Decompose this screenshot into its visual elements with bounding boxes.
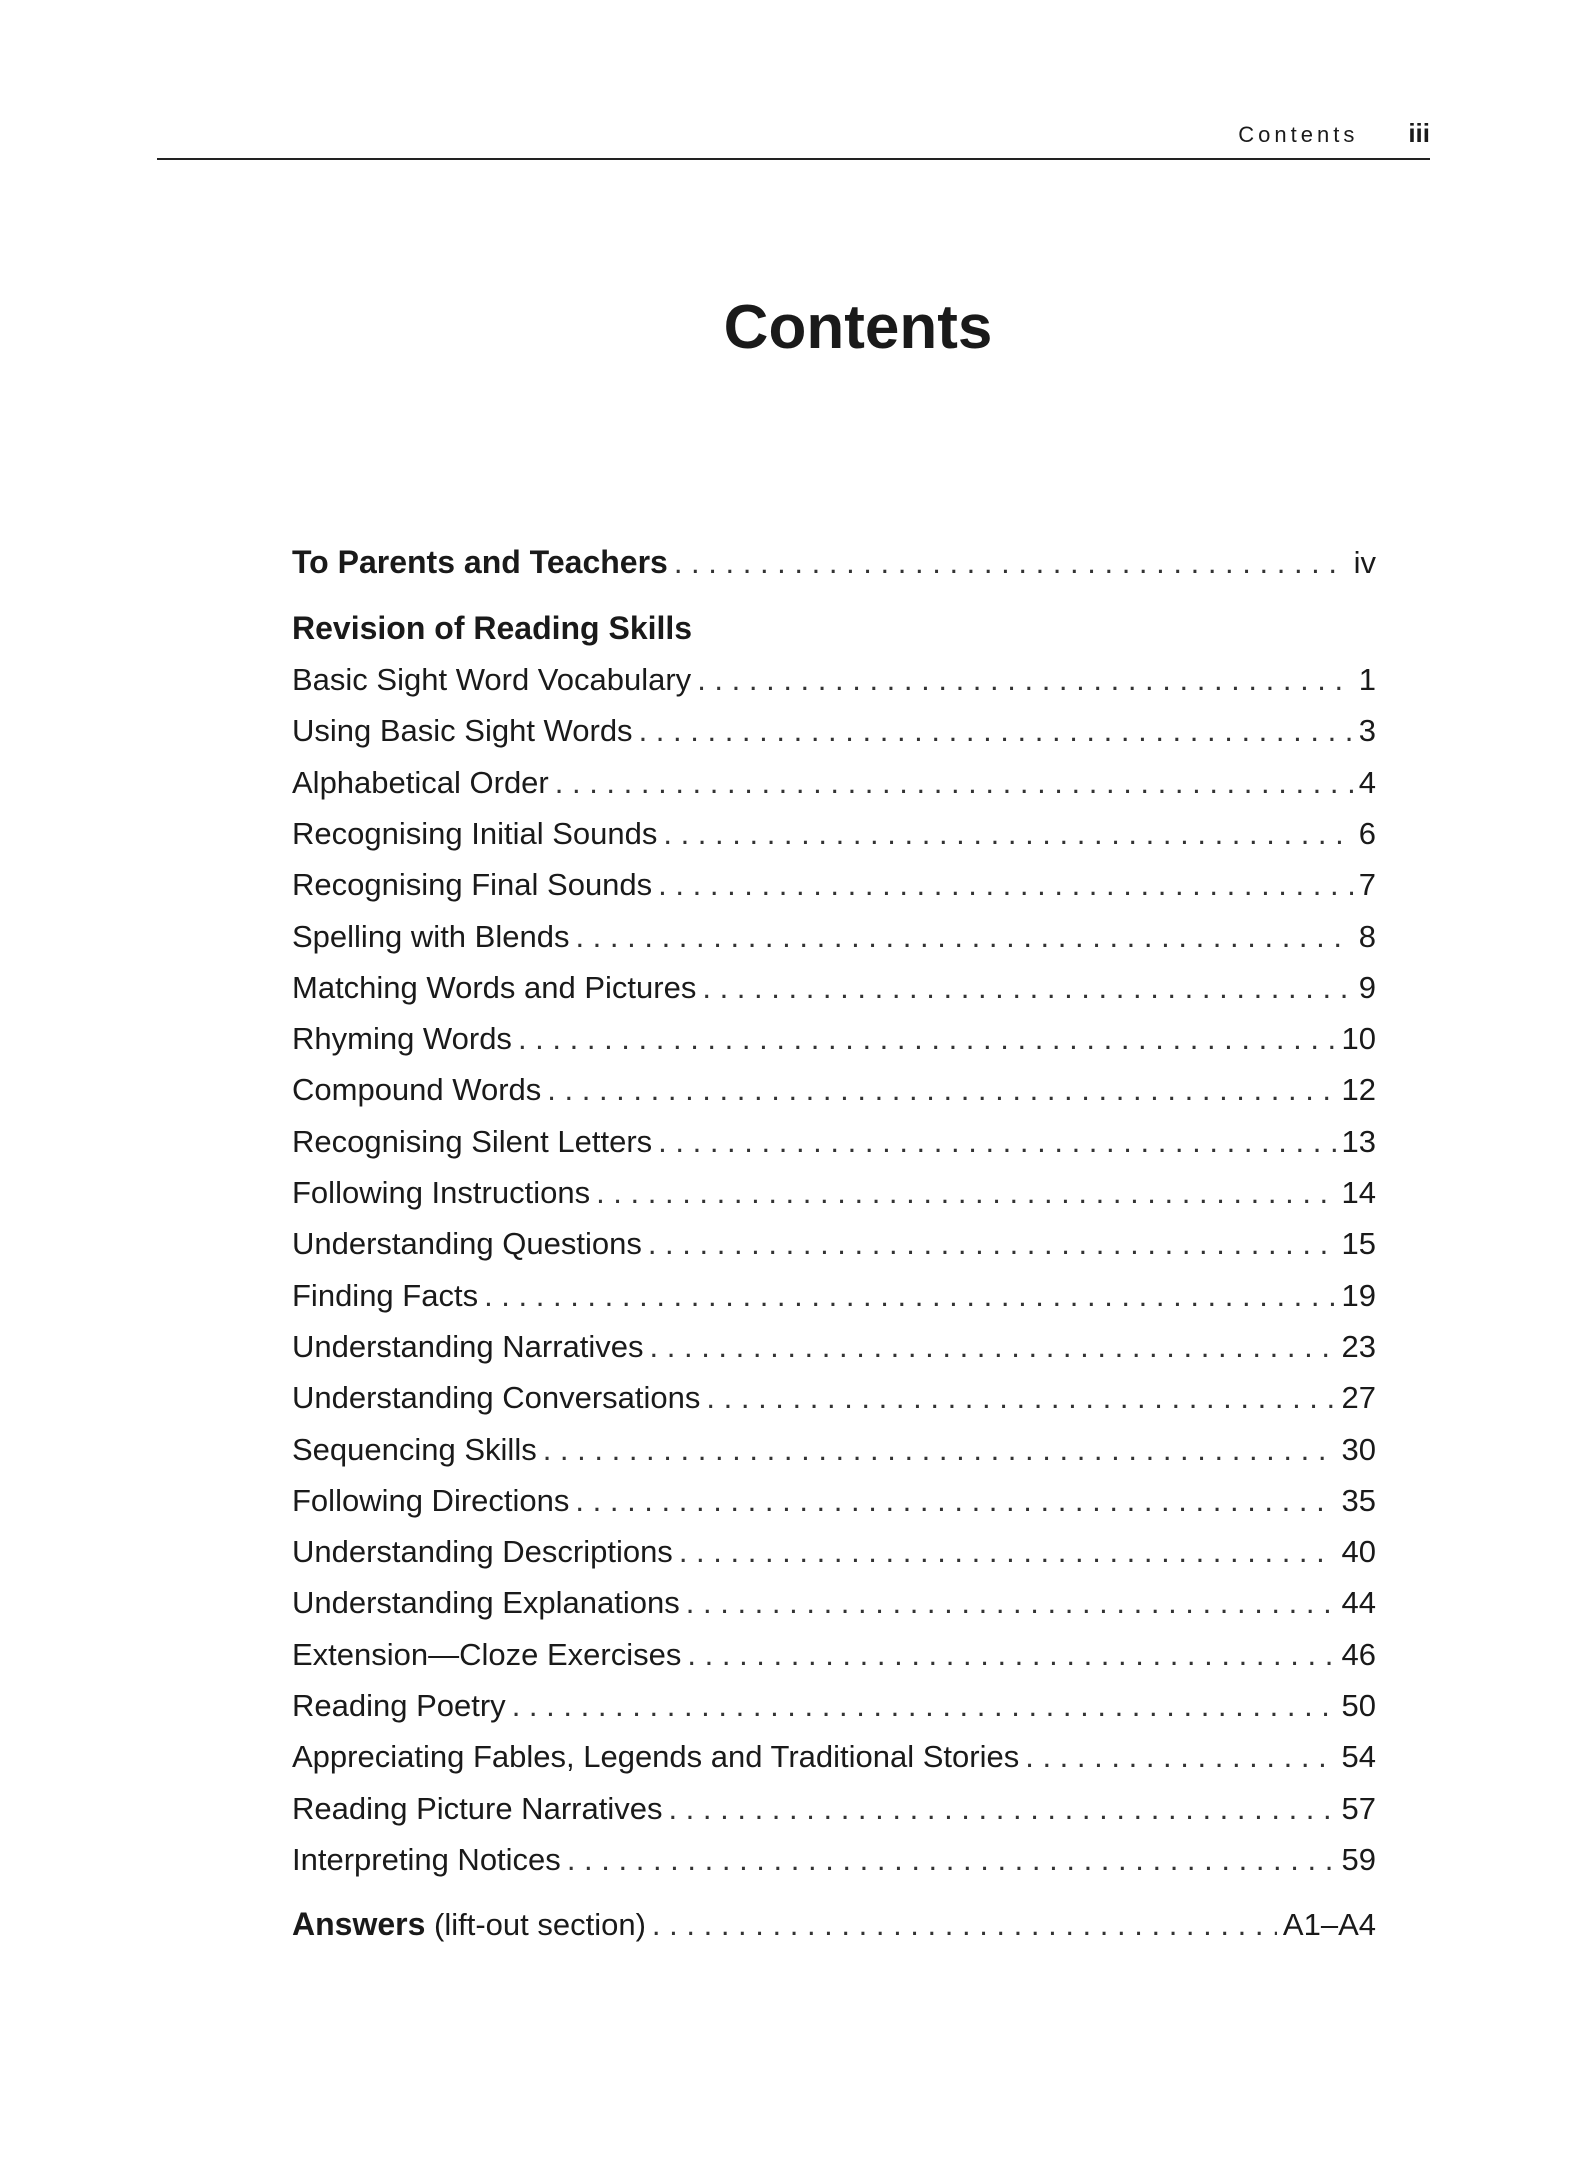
- toc-entry-label: Recognising Initial Sounds: [292, 815, 658, 851]
- toc-entry-label: Reading Picture Narratives: [292, 1790, 663, 1826]
- toc-entry-label: Sequencing Skills: [292, 1431, 537, 1467]
- toc-entry-label: Reading Poetry: [292, 1688, 506, 1723]
- toc-entry-label: Recognising Final Sounds: [292, 867, 653, 903]
- toc-entry-page: 4: [1358, 764, 1376, 800]
- toc-entry[interactable]: [292, 1021, 1376, 1057]
- toc-entry-label: Rhyming Words: [292, 1021, 512, 1057]
- toc-entry[interactable]: [292, 1739, 1376, 1775]
- toc-entry-label: Understanding Questions: [292, 1226, 642, 1262]
- toc-entry-page: 19: [1341, 1277, 1376, 1313]
- page-title: Contents: [723, 293, 993, 362]
- section-heading: Revision of Reading Skills: [292, 610, 693, 646]
- dot-leader: [639, 713, 1353, 749]
- dot-leader: [679, 1534, 1336, 1570]
- toc-entry[interactable]: [292, 765, 1376, 801]
- toc-entry-page: 7: [1358, 867, 1376, 903]
- header-rule: [157, 158, 1430, 160]
- toc-entry[interactable]: [292, 1534, 1376, 1570]
- toc-entry-label: Interpreting Notices: [292, 1841, 561, 1877]
- toc-entry-page: 6: [1358, 815, 1376, 851]
- dot-leader: [658, 1124, 1335, 1160]
- toc-entry-page: 35: [1341, 1482, 1376, 1518]
- toc-entry[interactable]: [292, 970, 1376, 1006]
- dot-leader: [567, 1842, 1336, 1878]
- toc-entry-label: Understanding Descriptions: [292, 1534, 673, 1570]
- toc-entry-page: 54: [1341, 1739, 1376, 1775]
- dot-leader: [702, 970, 1352, 1006]
- toc-entry-page: 8: [1358, 918, 1376, 954]
- toc-entry[interactable]: [292, 1842, 1376, 1878]
- toc-entry-page: iv: [1353, 545, 1376, 580]
- dot-leader: [518, 1021, 1336, 1057]
- toc-entry-label: Matching Words and Pictures: [292, 969, 697, 1005]
- toc-entry-label: Appreciating Fables, Legends and Traditional Stories: [292, 1739, 1020, 1775]
- toc-entry-answers[interactable]: [292, 1906, 1376, 1943]
- toc-entry-label: Compound Words: [292, 1072, 542, 1108]
- dot-leader: [686, 1585, 1336, 1621]
- dot-leader: [575, 1483, 1335, 1519]
- toc-entry[interactable]: [292, 1432, 1376, 1468]
- toc-entry-label: Finding Facts: [292, 1277, 479, 1313]
- toc-entry-label: Following Instructions: [292, 1175, 591, 1210]
- toc-entry[interactable]: [292, 1791, 1376, 1827]
- dot-leader: [484, 1278, 1335, 1314]
- toc-entry[interactable]: [292, 919, 1376, 955]
- dot-leader: [1025, 1739, 1335, 1775]
- toc-entry-label: Understanding Conversations: [292, 1380, 701, 1416]
- toc-entry[interactable]: [292, 1637, 1376, 1673]
- toc-entry[interactable]: [292, 867, 1376, 903]
- toc-entry-page: A1–A4: [1282, 1907, 1376, 1942]
- toc-entry-label: [292, 1906, 646, 1943]
- answers-note: (lift-out section): [434, 1907, 646, 1942]
- toc-entry-page: 10: [1341, 1021, 1376, 1057]
- toc-entry[interactable]: [292, 1688, 1376, 1724]
- dot-leader: [547, 1072, 1335, 1108]
- dot-leader: [663, 816, 1352, 852]
- running-header: [1238, 118, 1430, 149]
- toc-entry-label: Recognising Silent Letters: [292, 1123, 653, 1159]
- toc-entry-label: Understanding Narratives: [292, 1328, 644, 1364]
- dot-leader: [575, 919, 1352, 955]
- toc-entry-page: 59: [1341, 1841, 1376, 1877]
- toc-entry[interactable]: [292, 816, 1376, 852]
- dot-leader: [674, 545, 1348, 581]
- toc-entry[interactable]: [292, 1585, 1376, 1621]
- toc-entry-page: 30: [1341, 1431, 1376, 1467]
- toc-entry-label: Spelling with Blends: [292, 918, 570, 954]
- toc-entry-page: 23: [1341, 1328, 1376, 1364]
- toc-entry-label: Using Basic Sight Words: [292, 713, 633, 749]
- dot-leader: [697, 662, 1353, 698]
- toc-entry-page: 27: [1341, 1380, 1376, 1416]
- toc-entry-page: 44: [1341, 1585, 1376, 1621]
- toc-entry-page: 9: [1358, 969, 1376, 1005]
- toc-entry[interactable]: [292, 713, 1376, 749]
- toc-entry-label: Following Directions: [292, 1482, 570, 1518]
- dot-leader: [512, 1688, 1336, 1724]
- toc-entry[interactable]: [292, 1380, 1376, 1416]
- toc-entry[interactable]: [292, 1175, 1376, 1211]
- toc-entry-label: Basic Sight Word Vocabulary: [292, 662, 692, 697]
- toc-entry-label: Alphabetical Order: [292, 764, 549, 800]
- dot-leader: [650, 1329, 1336, 1365]
- toc-entry-label: Extension—Cloze Exercises: [292, 1636, 682, 1672]
- toc-entry[interactable]: [292, 1483, 1376, 1519]
- toc-entry-page: 14: [1341, 1175, 1376, 1210]
- page-number: iii: [1408, 118, 1430, 148]
- toc-entry-page: 40: [1341, 1534, 1376, 1570]
- answers-label: Answers: [292, 1906, 426, 1942]
- toc-entry[interactable]: [292, 1329, 1376, 1365]
- toc-entry-page: 3: [1358, 713, 1376, 749]
- dot-leader: [658, 867, 1353, 903]
- toc-entry-label: Understanding Explanations: [292, 1585, 680, 1621]
- toc-entry-page: 12: [1341, 1072, 1376, 1108]
- toc-entry[interactable]: [292, 1124, 1376, 1160]
- toc-entry-page: 57: [1341, 1790, 1376, 1826]
- dot-leader: [706, 1380, 1335, 1416]
- toc-entry[interactable]: [292, 662, 1376, 698]
- dot-leader: [555, 765, 1353, 801]
- toc-entry-page: 13: [1341, 1123, 1376, 1159]
- toc-entry[interactable]: [292, 1226, 1376, 1262]
- running-header-title: Contents: [1238, 122, 1359, 147]
- toc-entry-page: 46: [1341, 1636, 1376, 1672]
- toc-entry-intro[interactable]: [292, 544, 1376, 581]
- dot-leader: [648, 1226, 1336, 1262]
- dot-leader: [668, 1791, 1335, 1827]
- toc-entry-label: To Parents and Teachers: [292, 544, 668, 580]
- dot-leader: [596, 1175, 1335, 1211]
- toc-entry-page: 15: [1341, 1226, 1376, 1262]
- dot-leader: [652, 1907, 1277, 1943]
- toc-entry[interactable]: [292, 1278, 1376, 1314]
- dot-leader: [543, 1432, 1336, 1468]
- toc-entry-page: 50: [1341, 1688, 1376, 1723]
- dot-leader: [687, 1637, 1335, 1673]
- toc-entry-page: 1: [1358, 662, 1376, 697]
- toc-entry[interactable]: [292, 1072, 1376, 1108]
